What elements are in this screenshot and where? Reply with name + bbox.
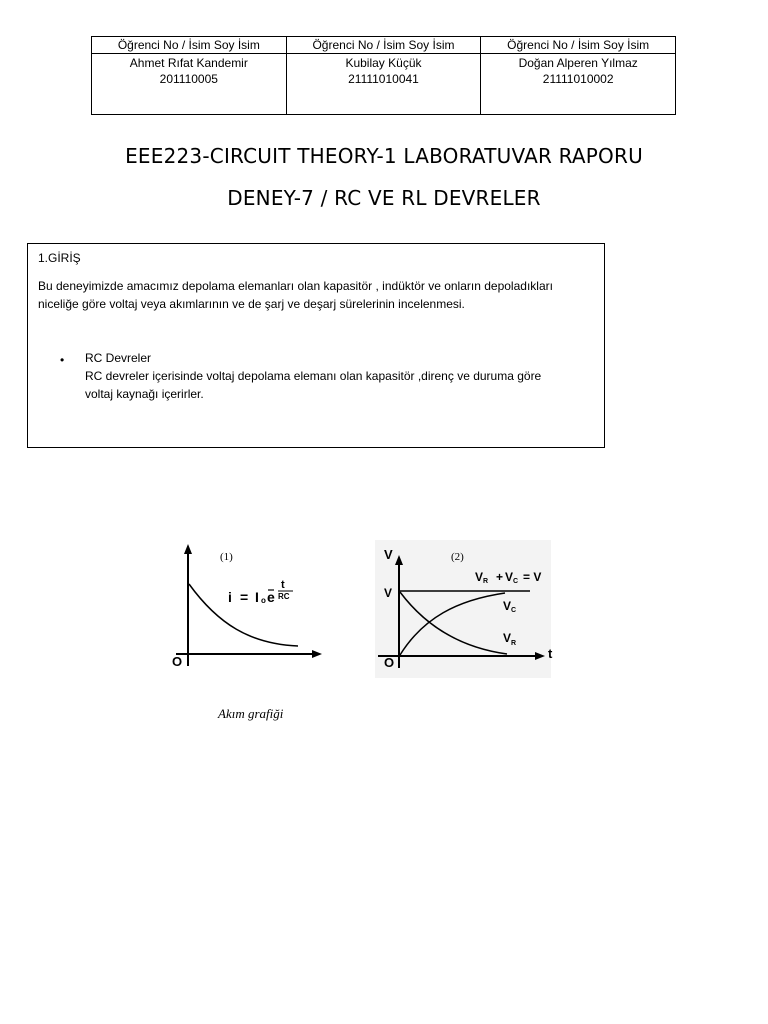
formula-subscript: o: [261, 596, 266, 605]
student-cell: [481, 54, 676, 115]
v-level-label: V: [384, 586, 393, 600]
vr-curve-subscript: R: [511, 640, 517, 647]
origin-label: O: [384, 655, 395, 670]
equation-vr: V: [475, 570, 484, 584]
bullet-text-line: RC devreler içerisinde voltaj depolama elemanı olan kapasitör ,direnç ve duruma göre: [85, 369, 542, 383]
x-axis-arrow: [312, 650, 322, 658]
table-header-row: [92, 37, 676, 54]
intro-paragraph-line: niceliğe göre voltaj veya akımlarının ve de şarj ve deşarj sürelerinin incelenmesi.: [38, 297, 465, 311]
student-id: 21111010041: [348, 72, 419, 86]
student-cell: [286, 54, 481, 115]
x-axis-label: t: [548, 646, 553, 661]
table-row: [92, 54, 676, 115]
vr-curve-label: V: [503, 631, 512, 645]
current-graph: [162, 540, 332, 682]
y-axis-arrow: [184, 544, 192, 554]
exponent-denominator: RC: [278, 592, 290, 601]
figure-caption: Akım grafiği: [218, 706, 284, 721]
equation-vc: V: [505, 570, 514, 584]
vc-curve-subscript: C: [511, 607, 517, 614]
student-name: Kubilay Küçük: [345, 56, 422, 70]
formula-I: I: [255, 589, 259, 605]
y-axis-label: V: [384, 547, 393, 562]
equation-vr-subscript: R: [483, 578, 489, 585]
equation-vc-subscript: C: [513, 578, 519, 585]
equation-plus: +: [496, 570, 504, 584]
origin-label: O: [172, 654, 183, 669]
table-header-cell: Öğrenci No / İsim Soy İsim: [286, 37, 481, 54]
equation-result: = V: [523, 570, 542, 584]
intro-heading: 1.GİRİŞ: [38, 251, 81, 265]
students-table: [91, 36, 676, 115]
bullet-text-line: voltaj kaynağı içerirler.: [85, 387, 204, 401]
bullet-title: RC Devreler: [85, 351, 152, 365]
student-name: Ahmet Rıfat Kandemir: [129, 56, 248, 70]
student-cell: [92, 54, 287, 115]
table-header-cell: Öğrenci No / İsim Soy İsim: [92, 37, 287, 54]
voltage-graph: [375, 540, 565, 682]
bullet-text: [85, 367, 585, 403]
formula-equals: =: [240, 589, 249, 605]
student-name: Doğan Alperen Yılmaz: [518, 56, 638, 70]
formula-i: i: [228, 589, 232, 605]
table-header-cell: Öğrenci No / İsim Soy İsim: [481, 37, 676, 54]
bullet-icon: •: [60, 353, 65, 367]
report-title: EEE223-CIRCUIT THEORY-1 LABORATUVAR RAPORU: [125, 144, 643, 168]
intro-paragraph: [38, 277, 598, 313]
figure-number: (1): [220, 551, 233, 563]
exponent-numerator: t: [281, 579, 285, 591]
vc-curve-label: V: [503, 599, 512, 613]
formula-e: e: [267, 589, 275, 605]
intro-section: [27, 243, 605, 448]
student-id: 201110005: [159, 72, 218, 86]
student-id: 21111010002: [542, 72, 614, 86]
experiment-title: DENEY-7 / RC VE RL DEVRELER: [227, 186, 541, 210]
intro-paragraph-line: Bu deneyimizde amacımız depolama elemanları olan kapasitör , indüktör ve onların depoladıkları: [38, 279, 553, 293]
figure-number: (2): [451, 551, 464, 563]
